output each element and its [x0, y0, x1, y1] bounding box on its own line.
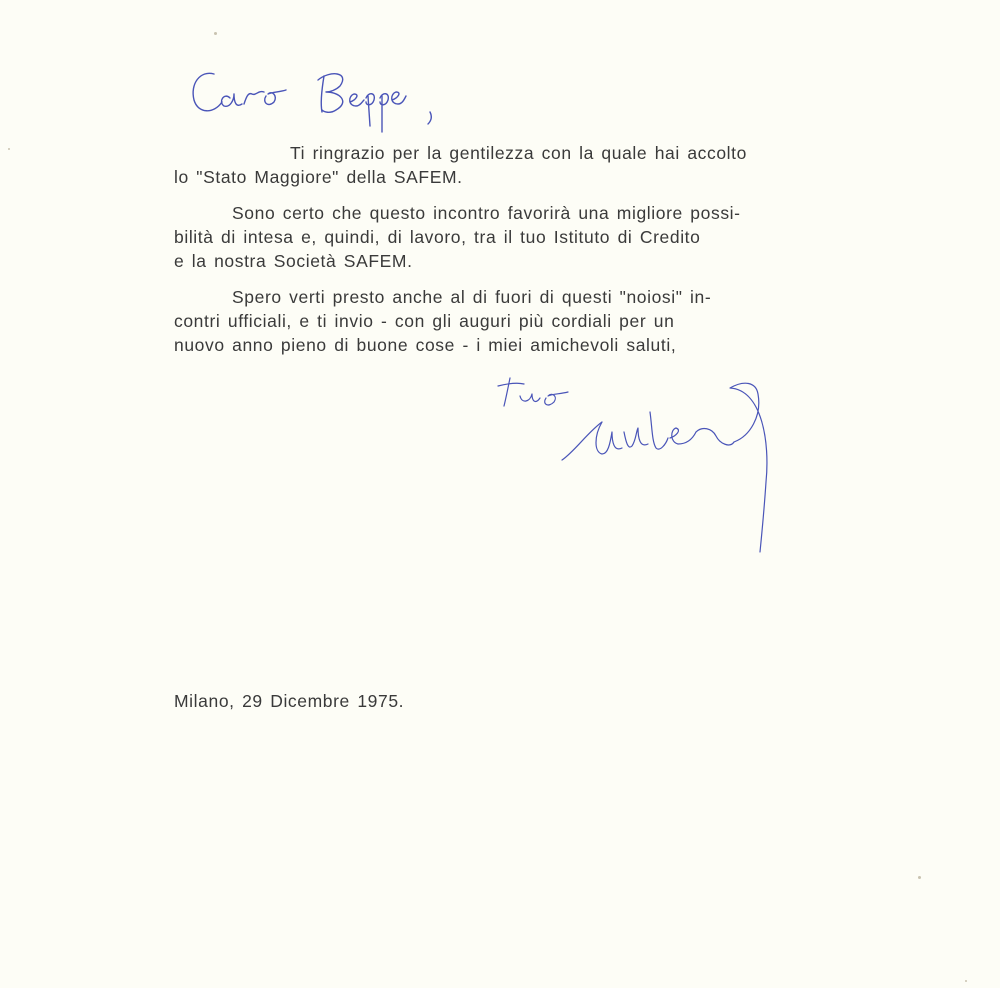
letter-line: lo "Stato Maggiore" della SAFEM.: [174, 167, 463, 187]
paper-speck: [8, 148, 10, 150]
handwritten-salutation: [190, 62, 450, 142]
letter-line: Ti ringrazio per la gentilezza con la quale hai accolto: [290, 143, 747, 163]
date-line: Milano, 29 Dicembre 1975.: [174, 691, 405, 711]
letter-line: Sono certo che questo incontro favorirà una migliore possi-: [232, 203, 741, 223]
letter-line: nuovo anno pieno di buone cose - i miei amichevoli saluti,: [174, 335, 677, 355]
handwritten-signature: [490, 372, 790, 562]
paper-speck: [918, 876, 921, 879]
letter-line: bilità di intesa e, quindi, di lavoro, tra il tuo Istituto di Credito: [174, 227, 701, 247]
paper-speck: [965, 980, 967, 982]
letter-line: Spero verti presto anche al di fuori di questi "noiosi" in-: [232, 287, 712, 307]
paper-speck: [214, 32, 217, 35]
letter-line: e la nostra Società SAFEM.: [174, 251, 413, 271]
letter-line: contri ufficiali, e ti invio - con gli auguri più cordiali per un: [174, 311, 675, 331]
